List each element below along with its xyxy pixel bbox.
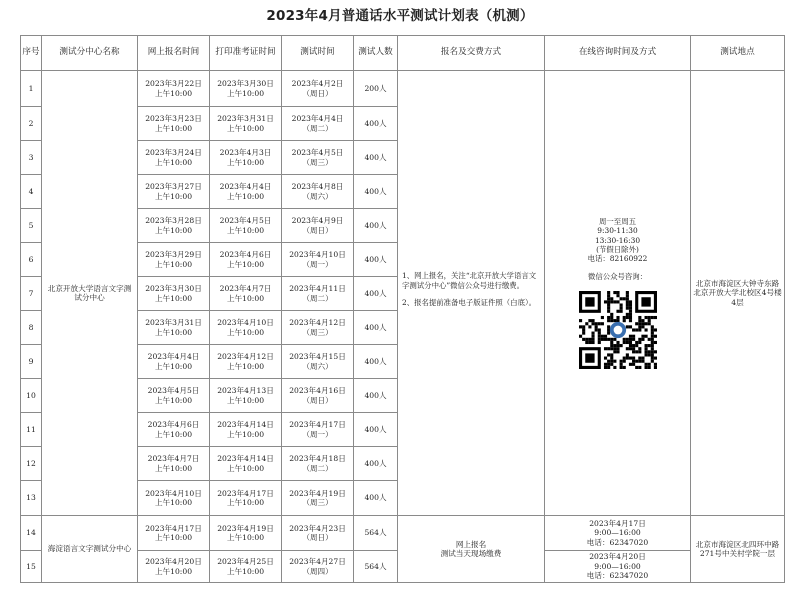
print-time: 上午10:00: [226, 361, 265, 371]
test-count: 400人: [354, 107, 398, 141]
reg-date: 2023年3月27日: [145, 182, 202, 192]
test-count: 400人: [354, 311, 398, 345]
header-test-time: 测试时间: [282, 36, 354, 71]
test-date: 2023年4月12日: [289, 318, 346, 328]
test-time: [282, 447, 354, 481]
wechat-label: 微信公众号咨询：: [587, 271, 648, 281]
test-weekday: （周一）: [302, 259, 333, 269]
test-time: [282, 481, 354, 516]
test-count: 400人: [354, 447, 398, 481]
registration-time: [138, 345, 210, 379]
reg-date: 2023年4月4日: [147, 352, 200, 362]
test-count: 400人: [354, 209, 398, 243]
test-weekday: （周日）: [302, 533, 333, 542]
test-time: [282, 175, 354, 209]
consult-info: [545, 71, 691, 516]
test-weekday: （周一）: [302, 429, 333, 439]
header-print-ticket-time: 打印准考证时间: [210, 36, 282, 71]
row-number: 13: [21, 481, 42, 516]
registration-time: [138, 379, 210, 413]
row-number: 4: [21, 175, 42, 209]
reg-date: 2023年4月6日: [147, 420, 200, 430]
print-date: 2023年4月14日: [217, 420, 274, 430]
test-weekday: （周三）: [302, 498, 333, 507]
center-name: 海淀语言文字测试分中心: [42, 516, 138, 583]
registration-time: [138, 243, 210, 277]
test-time: [282, 345, 354, 379]
test-date: 2023年4月19日: [289, 488, 346, 498]
row-number: 2: [21, 107, 42, 141]
registration-time: [138, 447, 210, 481]
test-weekday: （周二）: [302, 123, 333, 133]
test-date: 2023年4月11日: [289, 284, 346, 294]
test-date: 2023年4月8日: [291, 182, 344, 192]
registration-method: [398, 516, 545, 583]
test-date: 2023年4月9日: [291, 216, 344, 226]
test-count: 400人: [354, 175, 398, 209]
reg-time: 上午10:00: [154, 327, 193, 337]
test-time: [282, 71, 354, 107]
print-date: 2023年3月30日: [217, 79, 274, 89]
table-row: [21, 71, 785, 107]
consult-line: 9:30-11:30: [597, 226, 638, 236]
print-ticket-time: [210, 413, 282, 447]
print-date: 2023年4月6日: [219, 250, 272, 260]
row-number: 8: [21, 311, 42, 345]
print-ticket-time: [210, 311, 282, 345]
print-date: 2023年4月3日: [219, 148, 272, 158]
wechat-qr-code-icon[interactable]: [579, 291, 657, 369]
test-count: 564人: [354, 551, 398, 583]
test-time: [282, 551, 354, 583]
test-count: 400人: [354, 345, 398, 379]
print-ticket-time: [210, 209, 282, 243]
print-ticket-time: [210, 141, 282, 175]
row-number: 10: [21, 379, 42, 413]
consult-line: 9:00—16:00: [594, 528, 641, 538]
print-time: 上午10:00: [226, 498, 265, 507]
test-weekday: （周二）: [302, 293, 333, 303]
reg-time: 上午10:00: [154, 293, 193, 303]
consult-line: 2023年4月17日: [589, 518, 646, 528]
row-number: 11: [21, 413, 42, 447]
reg-time: 上午10:00: [154, 395, 193, 405]
header-consult: 在线咨询时间及方式: [545, 36, 691, 71]
test-count: 400人: [354, 379, 398, 413]
reg-time: 上午10:00: [154, 123, 193, 133]
print-date: 2023年4月12日: [217, 352, 274, 362]
consult-line: 电话：62347020: [586, 571, 649, 581]
registration-time: [138, 107, 210, 141]
test-weekday: （周二）: [302, 463, 333, 473]
test-weekday: （周三）: [302, 157, 333, 167]
consult-line: 13:30-16:30: [594, 235, 641, 245]
test-time: [282, 141, 354, 175]
consult-info: [545, 516, 691, 551]
reg-time: 上午10:00: [154, 361, 193, 371]
row-number: 3: [21, 141, 42, 175]
test-count: 564人: [354, 516, 398, 551]
test-location: 北京市海淀区大钟寺东路北京开放大学北校区4号楼4层: [691, 71, 785, 516]
header-no: 序号: [21, 36, 42, 71]
page-title: 2023年4月普通话水平测试计划表（机测）: [266, 8, 534, 24]
reg-time: 上午10:00: [154, 429, 193, 439]
print-time: 上午10:00: [226, 533, 265, 542]
test-date: 2023年4月27日: [289, 557, 346, 567]
print-ticket-time: [210, 379, 282, 413]
consult-line: 9:00—16:00: [594, 561, 641, 571]
print-time: 上午10:00: [226, 157, 265, 167]
test-date: 2023年4月18日: [289, 454, 346, 464]
registration-time: [138, 209, 210, 243]
print-date: 2023年4月19日: [217, 523, 274, 533]
test-time: [282, 277, 354, 311]
reg-time: 上午10:00: [154, 498, 193, 507]
consult-box: [545, 217, 690, 369]
print-ticket-time: [210, 447, 282, 481]
print-ticket-time: [210, 516, 282, 551]
registration-time: [138, 175, 210, 209]
reg-date: 2023年3月24日: [145, 148, 202, 158]
print-ticket-time: [210, 243, 282, 277]
consult-line: 电话：62347020: [586, 537, 649, 547]
header-registration-time: 网上报名时间: [138, 36, 210, 71]
test-count: 200人: [354, 71, 398, 107]
reg-date: 2023年4月5日: [147, 386, 200, 396]
registration-time: [138, 413, 210, 447]
test-location: 北京市海淀区北四环中路271号中关村学院一层: [691, 516, 785, 583]
print-ticket-time: [210, 277, 282, 311]
print-time: 上午10:00: [226, 395, 265, 405]
print-time: 上午10:00: [226, 327, 265, 337]
test-date: 2023年4月23日: [289, 523, 346, 533]
test-weekday: （周日）: [302, 88, 333, 98]
test-weekday: （周六）: [302, 191, 333, 201]
row-number: 12: [21, 447, 42, 481]
print-ticket-time: [210, 481, 282, 516]
row-number: 15: [21, 551, 42, 583]
consult-line: 周一至周五: [599, 216, 636, 226]
reg-time: 上午10:00: [154, 88, 193, 98]
row-number: 7: [21, 277, 42, 311]
test-count: 400人: [354, 141, 398, 175]
print-ticket-time: [210, 175, 282, 209]
row-number: 9: [21, 345, 42, 379]
print-date: 2023年4月4日: [219, 182, 272, 192]
test-count: 400人: [354, 277, 398, 311]
registration-method-line: 测试当天现场缴费: [440, 549, 502, 558]
print-time: 上午10:00: [226, 429, 265, 439]
reg-date: 2023年4月7日: [147, 454, 200, 464]
consult-line: 电话：82160922: [587, 254, 648, 264]
reg-date: 2023年3月22日: [145, 79, 202, 89]
test-time: [282, 243, 354, 277]
table-row: [21, 516, 785, 551]
test-time: [282, 311, 354, 345]
registration-time: [138, 311, 210, 345]
registration-method-line: 2、报名提前准备电子版证件照（白底）。: [402, 298, 537, 307]
reg-date: 2023年4月17日: [145, 523, 202, 533]
row-number: 1: [21, 71, 42, 107]
reg-time: 上午10:00: [154, 157, 193, 167]
print-ticket-time: [210, 345, 282, 379]
registration-time: [138, 71, 210, 107]
test-date: 2023年4月17日: [289, 420, 346, 430]
registration-method-line: 1、网上报名，关注“北京开放大学语言文字测试分中心”微信公众号进行缴费。: [402, 271, 537, 290]
row-number: 6: [21, 243, 42, 277]
reg-date: 2023年4月20日: [145, 557, 202, 567]
print-time: 上午10:00: [226, 123, 265, 133]
registration-time: [138, 516, 210, 551]
test-time: [282, 516, 354, 551]
test-count: 400人: [354, 413, 398, 447]
print-date: 2023年4月10日: [217, 318, 274, 328]
test-time: [282, 379, 354, 413]
consult-line: (节假日除外): [596, 245, 639, 254]
reg-date: 2023年3月28日: [145, 216, 202, 226]
print-time: 上午10:00: [226, 566, 265, 576]
print-ticket-time: [210, 551, 282, 583]
test-date: 2023年4月5日: [291, 148, 344, 158]
reg-date: 2023年3月23日: [145, 114, 202, 124]
print-date: 2023年4月5日: [219, 216, 272, 226]
test-date: 2023年4月4日: [291, 114, 344, 124]
test-date: 2023年4月15日: [289, 352, 346, 362]
print-date: 2023年3月31日: [217, 114, 274, 124]
print-date: 2023年4月7日: [219, 284, 272, 294]
center-name: 北京开放大学语言文字测试分中心: [42, 71, 138, 516]
row-number: 14: [21, 516, 42, 551]
header-row: [21, 36, 785, 71]
reg-date: 2023年3月29日: [145, 250, 202, 260]
registration-time: [138, 277, 210, 311]
test-count: 400人: [354, 481, 398, 516]
test-time: [282, 209, 354, 243]
test-date: 2023年4月16日: [289, 386, 346, 396]
print-time: 上午10:00: [226, 191, 265, 201]
test-weekday: （周三）: [302, 327, 333, 337]
reg-time: 上午10:00: [154, 533, 193, 542]
print-time: 上午10:00: [226, 259, 265, 269]
test-plan-table: [20, 35, 785, 583]
reg-time: 上午10:00: [154, 259, 193, 269]
registration-method: [398, 71, 545, 516]
header-center: 测试分中心名称: [42, 36, 138, 71]
reg-date: 2023年3月30日: [145, 284, 202, 294]
reg-time: 上午10:00: [154, 225, 193, 235]
print-date: 2023年4月13日: [217, 386, 274, 396]
test-time: [282, 413, 354, 447]
print-time: 上午10:00: [226, 88, 265, 98]
print-date: 2023年4月17日: [217, 488, 274, 498]
reg-time: 上午10:00: [154, 191, 193, 201]
print-time: 上午10:00: [226, 225, 265, 235]
row-number: 5: [21, 209, 42, 243]
registration-time: [138, 481, 210, 516]
reg-time: 上午10:00: [154, 463, 193, 473]
registration-time: [138, 551, 210, 583]
reg-time: 上午10:00: [154, 566, 193, 576]
test-date: 2023年4月2日: [291, 79, 344, 89]
print-ticket-time: [210, 71, 282, 107]
test-date: 2023年4月10日: [289, 250, 346, 260]
print-ticket-time: [210, 107, 282, 141]
print-date: 2023年4月14日: [217, 454, 274, 464]
header-location: 测试地点: [691, 36, 785, 71]
test-weekday: （周六）: [302, 361, 333, 371]
test-weekday: （周日）: [302, 395, 333, 405]
print-date: 2023年4月25日: [217, 557, 274, 567]
test-weekday: （周日）: [302, 225, 333, 235]
consult-info: [545, 551, 691, 583]
reg-date: 2023年4月10日: [145, 488, 202, 498]
registration-time: [138, 141, 210, 175]
header-registration-method: 报名及交费方式: [398, 36, 545, 71]
print-time: 上午10:00: [226, 463, 265, 473]
print-time: 上午10:00: [226, 293, 265, 303]
header-test-count: 测试人数: [354, 36, 398, 71]
test-weekday: （周四）: [302, 566, 333, 576]
reg-date: 2023年3月31日: [145, 318, 202, 328]
test-count: 400人: [354, 243, 398, 277]
test-time: [282, 107, 354, 141]
consult-line: 2023年4月20日: [589, 552, 646, 562]
registration-method-line: 网上报名: [455, 539, 487, 549]
